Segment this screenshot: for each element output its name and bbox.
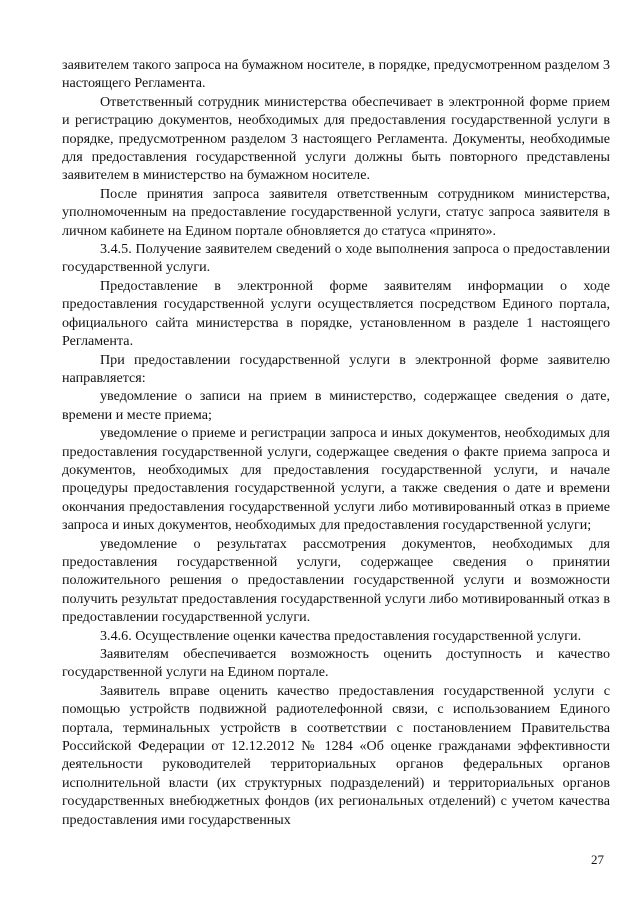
paragraph-progress-info: Предоставление в электронной форме заявителям информации о ходе предоставления государственной услуги осуществляется посредством Единого портала, официального сайта министерства в порядке, установленном в разделе 1 настоящего Регламента. <box>62 277 610 350</box>
paragraph-assessment-methods: Заявитель вправе оценить качество предоставления государственной услуги с помощью устройств подвижной радиотелефонной связи, с использованием Единого портала, терминальных устройств в соответствии с постановлением Правительства Российской Федерации от 12.12.2012 № 1284 «Об оценке гражданами эффективности деятельности руководителей территориальных органов федеральных органов исполнительной власти (их структурных подразделений) и территориальных органов государственных внебюджетных фондов (их региональных отделений) с учетом качества предоставления ими государственных <box>62 682 610 828</box>
paragraph-continuation: заявителем такого запроса на бумажном носителе, в порядке, предусмотренном разделом 3 настоящего Регламента. <box>62 57 610 92</box>
paragraph-request-status: После принятия запроса заявителя ответственным сотрудником министерства, уполномоченным на предоставление государственной услуги, статус запроса заявителя в личном кабинете на Едином портале обновляется до статуса «принято». <box>62 185 610 239</box>
paragraph-responsible-employee: Ответственный сотрудник министерства обеспечивает в электронной форме прием и регистрацию документов, необходимых для предоставления государственной услуги в порядке, предусмотренном разделом 3 настоящего Регламента. Документы, необходимые для предоставления государственной услуги должны быть повторного представлены заявителем в министерство на бумажном носителе. <box>62 93 610 184</box>
list-item-appointment-notice: уведомление о записи на прием в министерство, содержащее сведения о дате, времени и месте приема; <box>62 388 610 423</box>
page-number: 27 <box>591 852 604 867</box>
section-3-4-5-heading: 3.4.5. Получение заявителем сведений о ходе выполнения запроса о предоставлении государственной услуги. <box>62 241 610 276</box>
list-item-registration-notice: уведомление о приеме и регистрации запроса и иных документов, необходимых для предоставления государственной услуги, содержащее сведения о факте приема запроса и документов, необходимых для предоставления государственной услуги, и начале процедуры предоставления государственной услуги, а также сведения о дате и времени окончания предоставления государственной услуги либо мотивированный отказ в приеме запроса и иных документов, необходимых для предоставления государственной услуги; <box>62 425 610 534</box>
list-item-result-notice: уведомление о результатах рассмотрения документов, необходимых для предоставления государственной услуги, содержащее сведения о принятии положительного решения о предоставлении государственной услуги и возможности получить результат предоставления государственной услуги либо мотивированный отказ в предоставлении государственной услуги. <box>62 535 610 626</box>
section-3-4-6-heading: 3.4.6. Осуществление оценки качества предоставления государственной услуги. <box>100 627 582 644</box>
document-body <box>62 56 610 829</box>
paragraph-quality-assessment: Заявителям обеспечивается возможность оценить доступность и качество государственной услуги на Едином портале. <box>62 646 610 681</box>
paragraph-notifications-intro: При предоставлении государственной услуги в электронной форме заявителю направляется: <box>62 351 610 386</box>
